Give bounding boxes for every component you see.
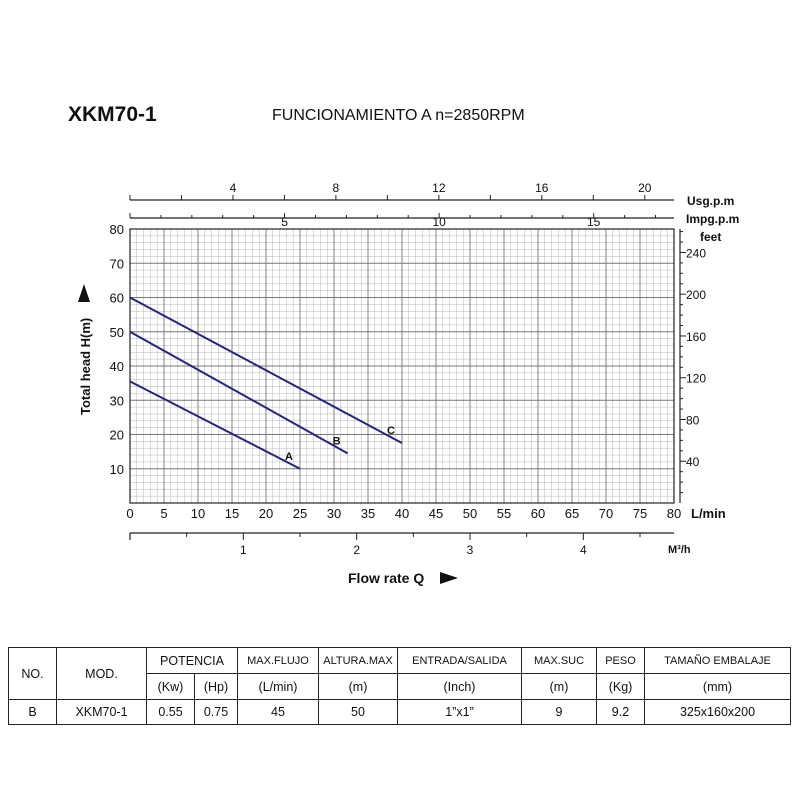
unit-mm: (mm) (645, 674, 791, 700)
cell-tamano: 325x160x200 (645, 700, 791, 725)
cell-mod: XKM70-1 (57, 700, 147, 725)
x-tick-label: 15 (224, 506, 240, 521)
x-tick-label: 0 (126, 506, 134, 521)
cell-peso: 9.2 (597, 700, 645, 725)
unit-kw: (Kw) (147, 674, 195, 700)
m3h-tick-label: 2 (353, 543, 361, 557)
feet-tick-label: 40 (686, 455, 700, 470)
x-axis-arrow (440, 572, 458, 584)
tick-labels (110, 181, 707, 557)
x-tick-label: 10 (190, 506, 206, 521)
usgpm-tick-label: 4 (229, 181, 237, 195)
y-tick-label: 80 (109, 222, 124, 237)
unit-m-altura: (m) (319, 674, 398, 700)
feet-tick-label: 200 (686, 288, 707, 303)
y-tick-label: 30 (109, 393, 124, 409)
unit-kg: (Kg) (597, 674, 645, 700)
table-header-row (9, 648, 791, 674)
col-altura-max: ALTURA.MAX (319, 648, 398, 674)
cell-no: B (9, 700, 57, 725)
feet-tick-label: 160 (686, 329, 707, 344)
x-tick-label: 35 (360, 506, 376, 521)
feet-unit-label: feet (700, 230, 722, 244)
unit-lmin: (L/min) (238, 674, 319, 700)
usgpm-tick-label: 8 (332, 181, 340, 195)
usgpm-tick-label: 20 (638, 181, 652, 195)
col-tamano: TAMAÑO EMBALAJE (645, 648, 791, 674)
x-tick-label: 30 (326, 506, 342, 521)
impgpm-tick-label: 15 (587, 215, 601, 229)
curve-label-c: C (387, 425, 395, 438)
impgpm-unit-label: Impg.p.m (686, 212, 740, 226)
feet-tick-label: 80 (686, 413, 700, 428)
curve-label-a: A (285, 450, 293, 463)
unit-m-suc: (m) (522, 674, 597, 700)
x-tick-label: 55 (496, 506, 512, 521)
feet-tick-label: 240 (686, 246, 707, 261)
impgpm-tick-label: 5 (281, 215, 288, 229)
m3h-tick-label: 4 (579, 543, 587, 557)
y-tick-label: 20 (109, 427, 124, 443)
y-tick-label: 50 (109, 324, 124, 340)
x-tick-label: 20 (258, 506, 274, 521)
model-title: XKM70-1 (68, 103, 157, 126)
cell-entrada: 1”x1” (398, 700, 522, 725)
cell-suc: 9 (522, 700, 597, 725)
x-unit-label: L/min (691, 506, 726, 521)
table-row (9, 700, 791, 725)
y-tick-label: 40 (109, 359, 124, 374)
chart-axes (130, 195, 686, 540)
x-tick-label: 60 (530, 506, 546, 521)
y-tick-label: 10 (109, 461, 124, 477)
spec-table (8, 647, 791, 725)
y-axis-title: Total head H(m) (78, 317, 93, 415)
x-tick-label: 80 (666, 506, 682, 521)
y-tick-label: 60 (109, 290, 124, 306)
cell-kw: 0.55 (147, 700, 195, 725)
x-tick-label: 75 (632, 506, 648, 521)
x-axis-title: Flow rate Q (348, 570, 425, 586)
m3h-unit-label: M³/h (668, 544, 691, 556)
col-no: NO. (9, 648, 57, 700)
x-tick-label: 70 (598, 506, 614, 521)
chart-subtitle: FUNCIONAMIENTO A n=2850RPM (272, 107, 525, 124)
x-tick-label: 45 (428, 506, 444, 521)
cell-flujo: 45 (238, 700, 319, 725)
usgpm-tick-label: 12 (432, 181, 446, 195)
col-entrada-salida: ENTRADA/SALIDA (398, 648, 522, 674)
x-tick-label: 5 (160, 506, 168, 521)
m3h-tick-label: 1 (239, 543, 247, 557)
m3h-tick-label: 3 (466, 543, 474, 557)
x-tick-label: 40 (394, 506, 410, 521)
curve-a (130, 381, 300, 468)
cell-hp: 0.75 (195, 700, 238, 725)
cell-altura: 50 (319, 700, 398, 725)
x-tick-label: 50 (462, 506, 478, 521)
x-tick-label: 65 (564, 506, 580, 521)
curve-label-b: B (332, 435, 341, 448)
col-max-suc: MAX.SUC (522, 648, 597, 674)
y-tick-label: 70 (109, 256, 124, 272)
col-potencia: POTENCIA (147, 648, 238, 674)
col-mod: MOD. (57, 648, 147, 700)
impgpm-tick-label: 10 (432, 215, 446, 229)
col-max-flujo: MAX.FLUJO (238, 648, 319, 674)
unit-inch: (Inch) (398, 674, 522, 700)
y-axis-arrow (78, 284, 90, 302)
feet-tick-label: 120 (686, 371, 707, 386)
unit-hp: (Hp) (195, 674, 238, 700)
usgpm-unit-label: Usg.p.m (687, 194, 735, 208)
col-peso: PESO (597, 648, 645, 674)
x-tick-label: 25 (292, 506, 308, 521)
usgpm-tick-label: 16 (535, 181, 549, 195)
